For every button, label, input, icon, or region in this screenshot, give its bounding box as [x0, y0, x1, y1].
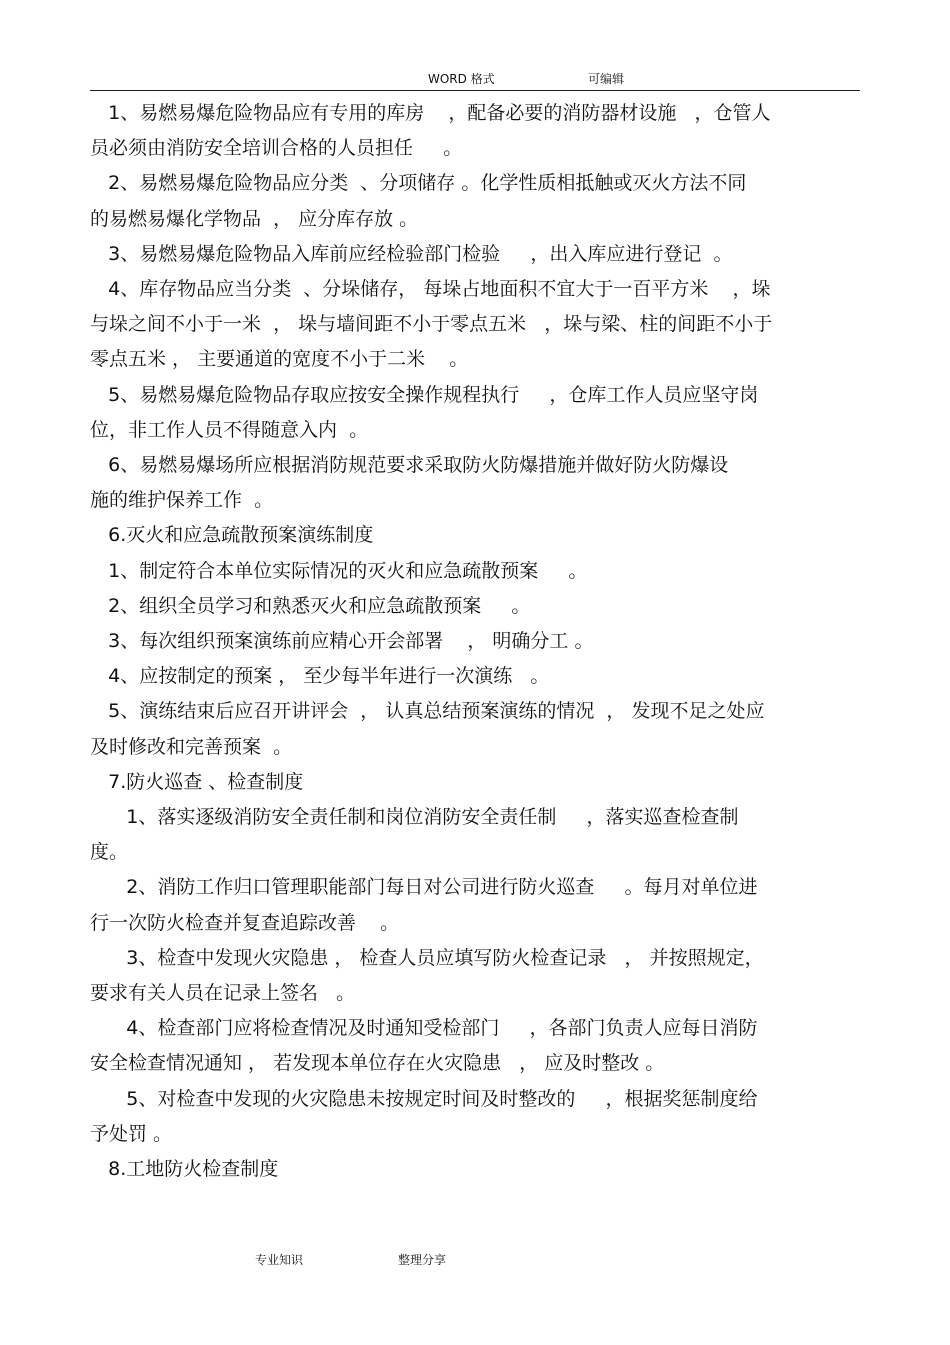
text-line: 1、制定符合本单位实际情况的灭火和应急疏散预案 。 [90, 559, 588, 582]
text-line: 安全检查情况通知 ， 若发现本单位存在火灾隐患 ， 应及时整改 。 [90, 1052, 665, 1075]
text-line: 3、每次组织预案演练前应精心开会部署 ， 明确分工 。 [90, 630, 594, 653]
page-header [90, 66, 860, 91]
header-format-label: WORD 格式 [428, 72, 495, 86]
text-line: 2、易燃易爆危险物品应分类 、分项储存 。化学性质相抵触或灭火方法不同 [90, 172, 747, 195]
header-editable-label: 可编辑 [588, 72, 625, 86]
text-line: 行一次防火检查并复查追踪改善 。 [90, 911, 400, 934]
text-line: 2、消防工作归口管理职能部门每日对公司进行防火巡查 。每月对单位进 [90, 876, 758, 899]
text-line: 1、落实逐级消防安全责任制和岗位消防安全责任制 ，落实巡查检查制 [90, 806, 739, 829]
text-line: 员必须由消防安全培训合格的人员担任 。 [90, 137, 463, 160]
text-line: 与垛之间不小于一米 ， 垛与墙间距不小于零点五米 ，垛与梁、柱的间距不小于 [90, 313, 773, 336]
text-line: 5、易燃易爆危险物品存取应按安全操作规程执行 ，仓库工作人员应坚守岗 [90, 383, 759, 406]
text-line: 2、组织全员学习和熟悉灭火和应急疏散预案 。 [90, 594, 531, 617]
text-line: 及时修改和完善预案 。 [90, 735, 293, 758]
footer-left-label: 专业知识 [255, 1253, 304, 1267]
section-heading: 8.工地防火检查制度 [90, 1158, 279, 1181]
section-heading: 7.防火巡查 、检查制度 [90, 770, 304, 793]
text-line: 5、演练结束后应召开讲评会 ， 认真总结预案演练的情况 ， 发现不足之处应 [90, 700, 765, 723]
text-line: 的易燃易爆化学物品 ， 应分库存放 。 [90, 207, 419, 230]
text-line: 6、易燃易爆场所应根据消防规范要求采取防火防爆措施并做好防火防爆设 [90, 454, 729, 477]
section-heading: 6.灭火和应急疏散预案演练制度 [90, 524, 374, 547]
text-line: 3、易燃易爆危险物品入库前应经检验部门检验 ，出入库应进行登记 。 [90, 242, 733, 265]
document-body [90, 96, 860, 1187]
text-line: 3、检查中发现火灾隐患 ， 检查人员应填写防火检查记录 ， 并按照规定， [90, 946, 764, 969]
text-line: 要求有关人员在记录上签名 。 [90, 982, 356, 1005]
text-line: 1、易燃易爆危险物品应有专用的库房 ，配备必要的消防器材设施 ，仓管人 [90, 102, 771, 124]
text-line: 4、库存物品应当分类 、分垛储存， 每垛占地面积不宜大于一百平方米 ，垛 [90, 278, 771, 301]
text-line: 5、对检查中发现的火灾隐患未按规定时间及时整改的 ，根据奖惩制度给 [90, 1087, 758, 1110]
text-line: 4、检查部门应将检查情况及时通知受检部门 ，各部门负责人应每日消防 [90, 1017, 758, 1040]
text-line: 予处罚 。 [90, 1122, 173, 1145]
text-line: 施的维护保养工作 。 [90, 489, 274, 512]
text-line: 位，非工作人员不得随意入内 。 [90, 418, 369, 441]
text-line: 零点五米 ， 主要通道的宽度不小于二米 。 [90, 348, 469, 371]
footer-right-label: 整理分享 [398, 1253, 447, 1267]
text-line: 度。 [90, 841, 129, 864]
text-line: 4、应按制定的预案 ， 至少每半年进行一次演练 。 [90, 665, 550, 688]
